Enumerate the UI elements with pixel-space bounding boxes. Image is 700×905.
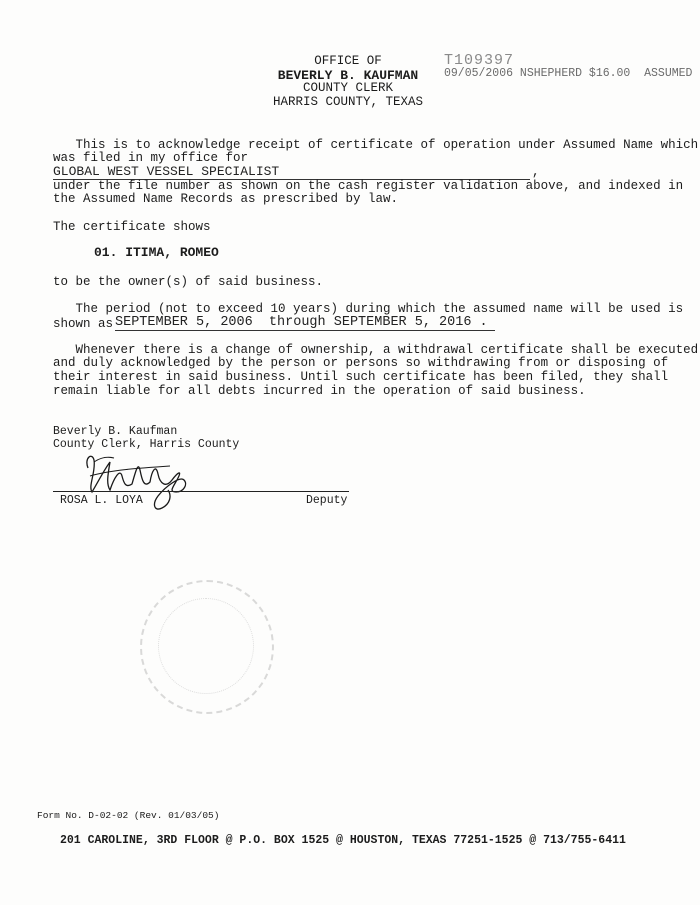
validation-stamp: 09/05/2006 NSHEPHERD $16.00 ASSUMED (444, 67, 693, 80)
business-name-field: GLOBAL WEST VESSEL SPECIALIST (53, 164, 530, 180)
clerk-name-heading: BEVERLY B. KAUFMAN (277, 68, 419, 83)
owner-suffix-line: to be the owner(s) of said business. (53, 275, 324, 289)
form-number: Form No. D-02-02 (Rev. 01/03/05) (37, 810, 220, 821)
register-number-stamp: T109397 (444, 52, 515, 69)
signature-line (53, 491, 349, 492)
para1-line2: was filed in my office for (53, 151, 249, 165)
withdrawal-line3: their interest in said business. Until such certificate has been filed, they shall (53, 370, 669, 384)
para1-line1: This is to acknowledge receipt of certificate of operation under Assumed Name which (53, 138, 699, 152)
owner-entry: 01. ITIMA, ROMEO (94, 245, 219, 260)
harris-county-line: HARRIS COUNTY, TEXAS (272, 95, 424, 109)
certificate-shows-line: The certificate shows (53, 220, 211, 234)
comma: , (532, 165, 540, 179)
county-clerk-line: COUNTY CLERK (302, 81, 393, 95)
withdrawal-line2: and duly acknowledged by the person or persons so withdrawing from or disposing of (53, 356, 669, 370)
withdrawal-line1: Whenever there is a change of ownership, a withdrawal certificate shall be executed (53, 343, 699, 357)
deputy-name: ROSA L. LOYA (60, 494, 143, 507)
clerk-name: Beverly B. Kaufman (53, 425, 178, 438)
period-dates-field: SEPTEMBER 5, 2006 through SEPTEMBER 5, 2016 . (115, 315, 495, 331)
deputy-label: Deputy (306, 494, 348, 507)
period-line1: The period (not to exceed 10 years) during which the assumed name will be used is (53, 302, 684, 316)
office-of-line: OFFICE OF (314, 54, 382, 68)
embossed-seal (140, 580, 274, 714)
withdrawal-line4: remain liable for all debts incurred in the operation of said business. (53, 384, 586, 398)
para1-line3: under the file number as shown on the cash register validation above, and indexed in (53, 179, 684, 193)
handwritten-signature (70, 440, 210, 520)
footer-address: 201 CAROLINE, 3RD FLOOR @ P.O. BOX 1525 @ HOUSTON, TEXAS 77251-1525 @ 713/755-6411 (60, 834, 626, 847)
seal-inner-ring (158, 598, 254, 694)
clerk-title: County Clerk, Harris County (53, 438, 240, 451)
para1-line4: the Assumed Name Records as prescribed by law. (53, 192, 399, 206)
period-prefix: shown as (53, 317, 114, 331)
